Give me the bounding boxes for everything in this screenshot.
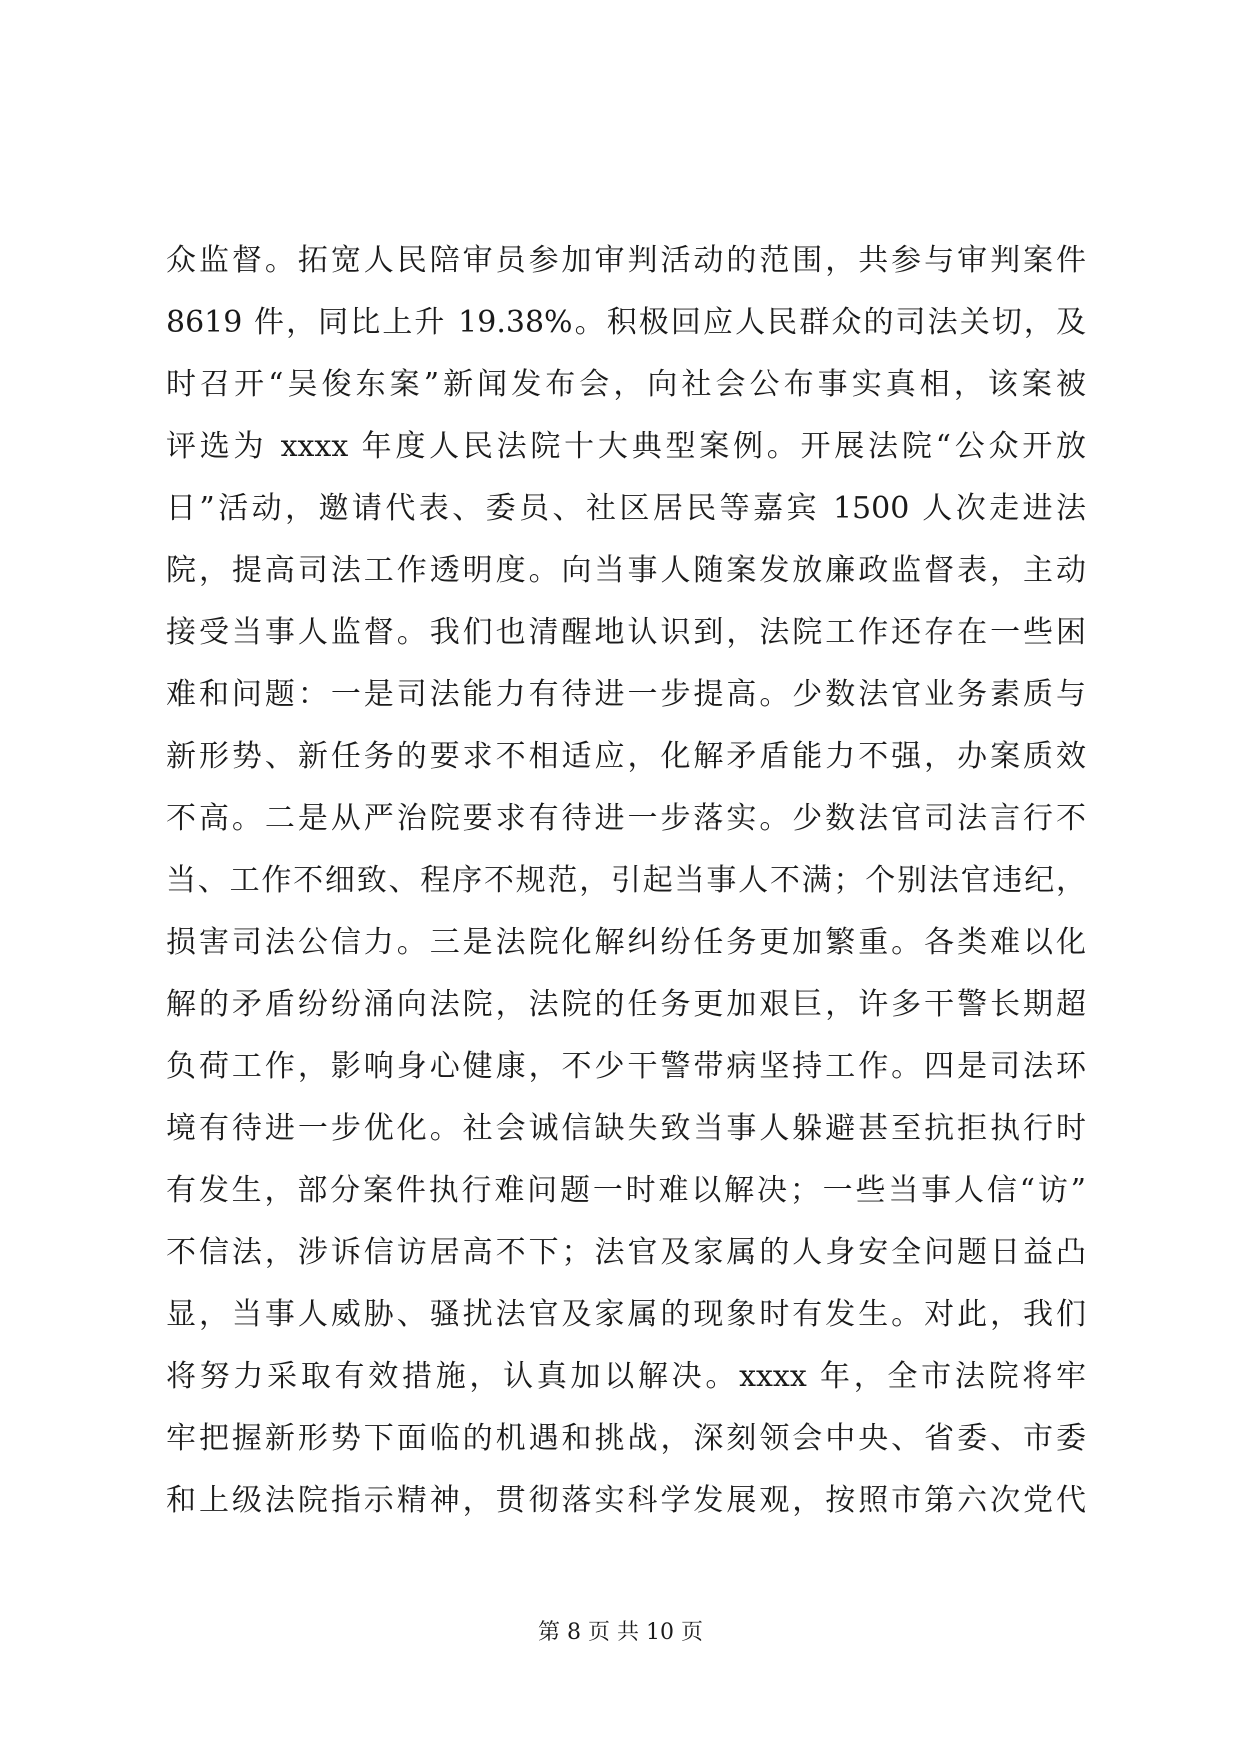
page-footer: 第 8 页 共 10 页 bbox=[538, 1620, 703, 1645]
text-line: 损害司法公信力。三是法院化解纠纷任务更加繁重。各类难以化 bbox=[166, 925, 1086, 960]
text-line: 接受当事人监督。我们也清醒地认识到，法院工作还存在一些困 bbox=[166, 615, 1086, 650]
text-line: 和上级法院指示精神，贯彻落实科学发展观，按照市第六次党代 bbox=[166, 1483, 1086, 1518]
text-line: 境有待进一步优化。社会诚信缺失致当事人躲避甚至抗拒执行时 bbox=[166, 1111, 1086, 1146]
text-line: 将努力采取有效措施，认真加以解决。xxxx 年，全市法院将牢 bbox=[166, 1359, 1086, 1394]
text-line: 评选为 xxxx 年度人民法院十大典型案例。开展法院“公众开放 bbox=[166, 429, 1086, 464]
text-line: 新形势、新任务的要求不相适应，化解矛盾能力不强，办案质效 bbox=[166, 739, 1086, 774]
text-line: 不信法，涉诉信访居高不下；法官及家属的人身安全问题日益凸 bbox=[166, 1235, 1086, 1270]
text-line: 难和问题：一是司法能力有待进一步提高。少数法官业务素质与 bbox=[166, 677, 1086, 712]
body-text bbox=[166, 230, 1086, 1532]
text-line: 负荷工作，影响身心健康，不少干警带病坚持工作。四是司法环 bbox=[166, 1049, 1086, 1084]
text-line: 时召开“吴俊东案”新闻发布会，向社会公布事实真相，该案被 bbox=[166, 367, 1086, 402]
text-line: 牢把握新形势下面临的机遇和挑战，深刻领会中央、省委、市委 bbox=[166, 1421, 1086, 1456]
text-line: 院，提高司法工作透明度。向当事人随案发放廉政监督表，主动 bbox=[166, 553, 1086, 588]
text-line: 显，当事人威胁、骚扰法官及家属的现象时有发生。对此，我们 bbox=[166, 1297, 1086, 1332]
text-line: 解的矛盾纷纷涌向法院，法院的任务更加艰巨，许多干警长期超 bbox=[166, 987, 1086, 1022]
text-line: 有发生，部分案件执行难问题一时难以解决；一些当事人信“访” bbox=[166, 1173, 1086, 1208]
text-line: 不高。二是从严治院要求有待进一步落实。少数法官司法言行不 bbox=[166, 801, 1086, 836]
text-line: 当、工作不细致、程序不规范，引起当事人不满；个别法官违纪， bbox=[166, 863, 1086, 898]
text-line: 8619 件，同比上升 19.38%。积极回应人民群众的司法关切，及 bbox=[166, 305, 1086, 340]
text-line: 众监督。拓宽人民陪审员参加审判活动的范围，共参与审判案件 bbox=[166, 243, 1086, 278]
text-line: 日”活动，邀请代表、委员、社区居民等嘉宾 1500 人次走进法 bbox=[166, 491, 1086, 526]
